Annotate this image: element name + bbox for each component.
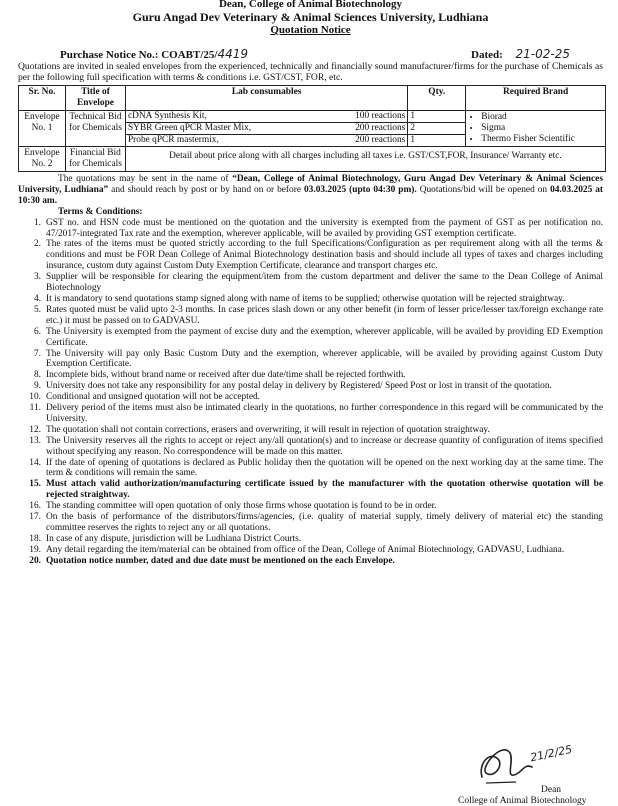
term-text: Conditional and unsigned quotation will not be accepted.	[46, 392, 261, 403]
brand-list	[469, 112, 602, 145]
header-dean-line: Dean, College of Animal Biotechnology	[218, 0, 403, 10]
submission-paragraph	[18, 174, 603, 207]
col-header-consumables: Lab consumables	[125, 86, 407, 111]
purchase-notice-row	[18, 45, 603, 61]
term-item	[18, 545, 603, 556]
term-text: Incomplete bids, without brand name or received after due date/time shall be rejected forthwith.	[46, 370, 406, 381]
term-item	[18, 349, 603, 371]
term-item	[18, 218, 603, 240]
col-header-title: Title of Envelope	[65, 86, 125, 111]
signature-date: 21/2/25	[529, 742, 574, 765]
handwritten-date: 21-02-25	[515, 47, 570, 61]
term-number: 4.	[33, 293, 41, 304]
brand-item: • Thermo Fisher Scientific	[481, 134, 602, 145]
term-item	[18, 534, 603, 545]
term-text: The University reserves all the rights to accept or reject any/all quotation(s) and to increase or decrease quantity of configuration of items specified without specifying any reason. No correspondence will be made on this matter.	[46, 435, 603, 457]
term-number: 16.	[29, 501, 41, 512]
item-qty: 1	[410, 135, 416, 145]
notice-date	[471, 47, 570, 61]
item-qty: 1	[408, 111, 465, 123]
term-number: 1.	[33, 217, 41, 228]
table-row	[19, 111, 606, 147]
term-text: Supplier will be responsible for clearing the equipment/item from the custom department and deliver the same to the Dean College of Animal Biotechnology	[46, 272, 603, 294]
term-number: 11.	[29, 403, 41, 414]
item-name: Probe qPCR mastermix,	[127, 135, 219, 145]
consumables-table	[18, 85, 606, 172]
term-item	[18, 425, 603, 436]
submission-addressee: “Dean, College of Animal Biotechnology, Guru Angad Dev Veterinary & Animal Sciences University, Ludhiana”	[18, 174, 603, 195]
term-number: 18.	[29, 533, 41, 544]
handwritten-notice-number: 4419	[217, 47, 248, 61]
header-university-line: Guru Angad Dev Veterinary & Animal Sciences University, Ludhiana	[132, 10, 489, 24]
submission-text: The quotations may be sent in the name of	[58, 174, 233, 184]
purchase-notice-prefix: COABT/25/	[161, 49, 218, 61]
term-text: On the basis of performance of the distributors/firms/agencies, (i.e. quality of material supply, timely delivery of material etc) the standing committee reserves the rights to reject any or all quotations.	[46, 512, 603, 533]
term-text: GST no. and HSN code must be mentioned on the quotation and the university is exempted from the payment of GST as per notification no. 47/2017-integrated Tax rate and the exemption, wherever applicable, will be availed by providing GST exemption certificate.	[46, 217, 603, 239]
item-size: 200 reactions	[355, 135, 406, 145]
term-text: The standing committee will open quotation of only those firms whose quotation is found to be in order.	[46, 501, 437, 512]
term-text: If the date of opening of quotations is declared as Public holiday then the quotation will be opened on the next working day at the same time. The term & conditions will remain the same.	[46, 457, 603, 479]
term-item	[18, 501, 603, 512]
term-item	[18, 272, 603, 294]
term-text: Delivery period of the items must also be intimated clearly in the quotations, no further correspondence in this regard will be communicated by the University.	[46, 403, 603, 424]
term-number: 6.	[33, 326, 41, 337]
term-number: 9.	[33, 381, 41, 392]
envelope-2-detail: Detail about price along with all charges including all taxes i.e. GST/CST,FOR, Insurance/ Warranty etc.	[125, 147, 605, 172]
term-number: 15.	[29, 479, 41, 490]
term-text: In case of any dispute, jurisdiction will be Ludhiana District Courts.	[46, 533, 302, 544]
list-item	[126, 123, 407, 135]
header-notice-title: Quotation Notice	[270, 24, 351, 36]
term-item	[18, 512, 603, 534]
purchase-notice-number	[60, 47, 248, 61]
term-item	[18, 436, 603, 458]
term-number: 10.	[29, 392, 41, 403]
term-text: The University is exempted from the payment of excise duty and the exemption, wherever applicable, will be availed by providing ED Exemption Certificate.	[46, 326, 603, 348]
envelope-1-items	[125, 111, 407, 147]
term-number: 8.	[33, 370, 41, 381]
envelope-2-sr: Envelope No. 2	[19, 147, 66, 172]
envelope-2-title: Financial Bid for Chemicals	[65, 147, 125, 172]
envelope-1-sr: Envelope No. 1	[19, 111, 66, 147]
term-item	[18, 556, 603, 567]
term-text: It is mandatory to send quotations stamp signed along with name of items to be supplied; otherwise quotation will be rejected straightway.	[46, 293, 565, 304]
terms-list	[18, 218, 603, 567]
term-number: 2.	[33, 239, 41, 250]
item-name: cDNA Synthesis Kit,	[127, 111, 207, 121]
envelope-1-qty	[408, 111, 466, 147]
term-text: University does not take any responsibility for any postal delay in delivery by Registered/ Speed Post or lost in transit of the quotation.	[46, 381, 552, 392]
envelope-1-title: Technical Bid for Chemicals	[65, 111, 125, 147]
term-text: Rates quoted must be valid upto 2-3 months. In case prices slash down or any other benefit (in form of lesser price/lesser tax/foreign exchange rate etc.) it must be passed on to GADVASU.	[46, 304, 603, 326]
term-text: Must attach valid authorization/manufacturing certificate issued by the manufacturer with the quotation otherwise quotation will be rejected straightway.	[46, 479, 603, 501]
term-number: 5.	[33, 304, 41, 315]
list-item	[126, 135, 407, 146]
term-item	[18, 381, 603, 392]
signature-block	[456, 733, 596, 806]
envelope-1-brands	[466, 111, 606, 147]
submission-due-date: 03.03.2025 (upto 04:30 pm).	[303, 184, 417, 195]
item-size: 200 reactions	[355, 123, 406, 133]
opening-text: Quotations/bid will be opened on	[419, 184, 551, 195]
term-number: 13.	[29, 435, 41, 446]
term-item	[18, 403, 603, 425]
col-header-qty: Qty.	[408, 86, 466, 111]
term-item	[18, 294, 603, 305]
col-header-brand: Required Brand	[466, 86, 606, 111]
item-qty: 2	[408, 123, 465, 135]
term-number: 17.	[29, 512, 41, 523]
term-number: 20.	[29, 555, 41, 566]
dated-label: Dated:	[471, 49, 503, 61]
terms-heading: Terms & Conditions:	[58, 206, 143, 217]
term-item	[18, 327, 603, 349]
term-item	[18, 479, 603, 501]
list-item	[126, 111, 407, 123]
table-row	[19, 147, 606, 172]
term-item	[18, 305, 603, 327]
term-item	[18, 370, 603, 381]
term-text: Quotation notice number, dated and due date must be mentioned on the each Envelope.	[46, 555, 395, 566]
term-number: 7.	[33, 348, 41, 359]
brand-item: • Sigma	[481, 123, 602, 134]
col-header-sr: Sr. No.	[19, 86, 66, 111]
signatory-college: College of Animal Biotechnology	[458, 796, 587, 806]
submission-text: and should reach by post or by hand on or before	[108, 184, 304, 195]
signatory-title: Dean	[541, 785, 562, 795]
item-size: 100 reactions	[355, 111, 406, 121]
term-number: 14.	[29, 457, 41, 468]
terms-section	[18, 174, 603, 567]
item-name: SYBR Green qPCR Master Mix,	[127, 123, 252, 133]
term-text: The quotation shall not contain corrections, erasers and overwriting, it will result in rejection of quotation straightway.	[46, 424, 490, 435]
intro-paragraph: Quotations are invited in sealed envelopes from the experienced, technically and financially sound manufacturer/firms for the purchase of Chemicals as per the following full specification with terms & conditions i.e. GST/CST, FOR, etc.	[18, 61, 603, 83]
term-number: 19.	[29, 544, 41, 555]
term-item	[18, 458, 603, 480]
term-item	[18, 392, 603, 403]
term-number: 12.	[29, 424, 41, 435]
term-text: The rates of the items must be quoted strictly according to the full Specifications/Configuration as per requirement along with all the terms & conditions and must be FOR Dean College of Animal Biotechnology destination basis and should include all types of taxes and charges including insurance, custom duty against Custom Duty Exemption Certificate, clearance and transport charges etc.	[46, 239, 603, 272]
term-text: The University will pay only Basic Custom Duty and the exemption, wherever applicable, will be availed by providing against Custom Duty Exemption Certificate.	[46, 348, 603, 370]
document-header	[18, 0, 603, 37]
table-header-row	[19, 86, 606, 111]
opening-date: 04.03.2025 at 10:30 am.	[18, 184, 604, 206]
term-number: 3.	[33, 272, 41, 283]
term-item	[18, 239, 603, 272]
brand-item: • Biorad	[481, 112, 602, 123]
term-text: Any detail regarding the item/material can be obtained from office of the Dean, College of Animal Biotechnology, GADVASU, Ludhiana.	[46, 544, 565, 555]
purchase-notice-label: Purchase Notice No.:	[60, 49, 159, 61]
